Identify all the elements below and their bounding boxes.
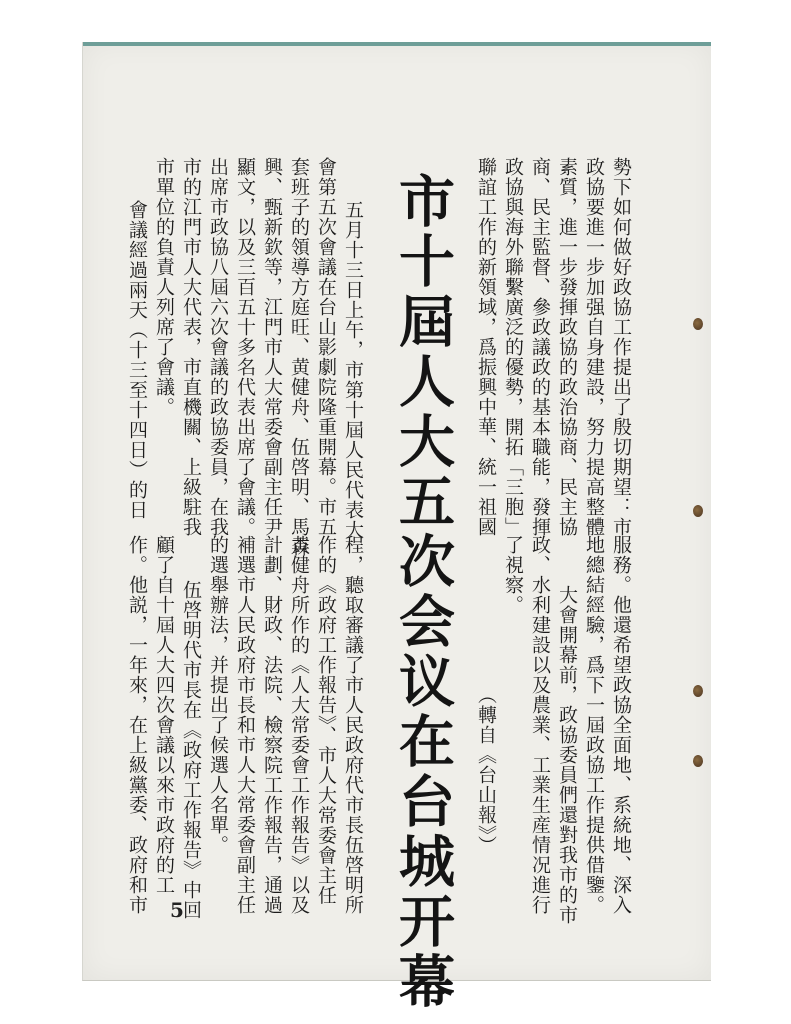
binding-hole [693, 505, 703, 517]
text-column: 黄健舟所作的《人大常委會工作報告》以及 [288, 535, 310, 915]
text-column: 大會開幕前，政協委員們還對我市的市 [556, 585, 578, 925]
text-column: 素質，進一步發揮政協的政治協商、民主協 [556, 157, 578, 537]
text-column: 五月十三日上午，市第十屆人民代表大 [342, 200, 364, 540]
binding-hole [693, 755, 703, 767]
text-column: 政、水利建設以及農業、工業生産情况進行 [529, 535, 551, 915]
text-column: 政協與海外聯繫廣泛的優勢，開拓「三胞」 [502, 157, 524, 537]
text-column: 商、民主監督、參政議政的基本職能，發揮 [529, 157, 551, 537]
text-column: 地總結經驗，爲下一屆政協工作提供借鑒。 [583, 535, 605, 915]
text-column: 伍啓明代市長在《政府工作報告》中回 [180, 580, 202, 920]
text-column: 作的《政府工作報告》、市人大常委會主任 [315, 535, 337, 906]
source-note: （轉自《台山報》） [475, 685, 497, 856]
text-column: 政協要進一步加强自身建設，努力提高整體 [583, 157, 605, 537]
text-column: 套班子的領導方庭旺、黄健舟、伍啓明、馬森 [288, 157, 310, 557]
text-column: 市單位的負責人列席了會議。 [153, 157, 175, 417]
text-column: 聯誼工作的新領域，爲振興中華、統一祖國 [475, 157, 497, 537]
article-title: 市十屆人大五次会议在台城开幕 [390, 172, 455, 1012]
text-column: 了視察。 [502, 535, 524, 615]
text-column: 勢下如何做好政協工作提出了殷切期望：市 [610, 157, 632, 537]
text-column: 補選市人民政府市長和市人大常委會副主任 [234, 535, 256, 915]
text-column: 出席市政協八屆六次會議的政協委員，在我 [207, 157, 229, 537]
binding-hole [693, 685, 703, 697]
text-column: 計劃、財政、法院、檢察院工作報告，通過 [261, 535, 283, 915]
text-column: 市的江門市人大代表，市直機關、上級駐我 [180, 157, 202, 537]
text-column: 會第五次會議在台山影劇院隆重開幕。市五 [315, 157, 337, 537]
text-column: 的選舉辦法，并提出了候選人名單。 [207, 535, 229, 855]
text-column: 程，聽取審議了市人民政府代市長伍啓明所 [342, 535, 364, 915]
text-column: 顯文，以及三百五十多名代表出席了會議。 [234, 157, 256, 537]
text-column: 會議經過兩天（十三至十四日）的日 [126, 200, 148, 520]
page-number: 5 [170, 898, 184, 922]
page-top-edge [83, 42, 711, 46]
binding-hole [693, 318, 703, 330]
text-column: 興、甄新欽等，江門市人大常委會副主任尹 [261, 157, 283, 537]
text-column: 顧了自十屆人大四次會議以來市政府的工 [153, 535, 175, 895]
text-column: 作。他説，一年來，在上級黨委、政府和市 [126, 535, 148, 915]
text-column: 服務。他還希望政協全面地、系統地、深入 [610, 535, 632, 915]
